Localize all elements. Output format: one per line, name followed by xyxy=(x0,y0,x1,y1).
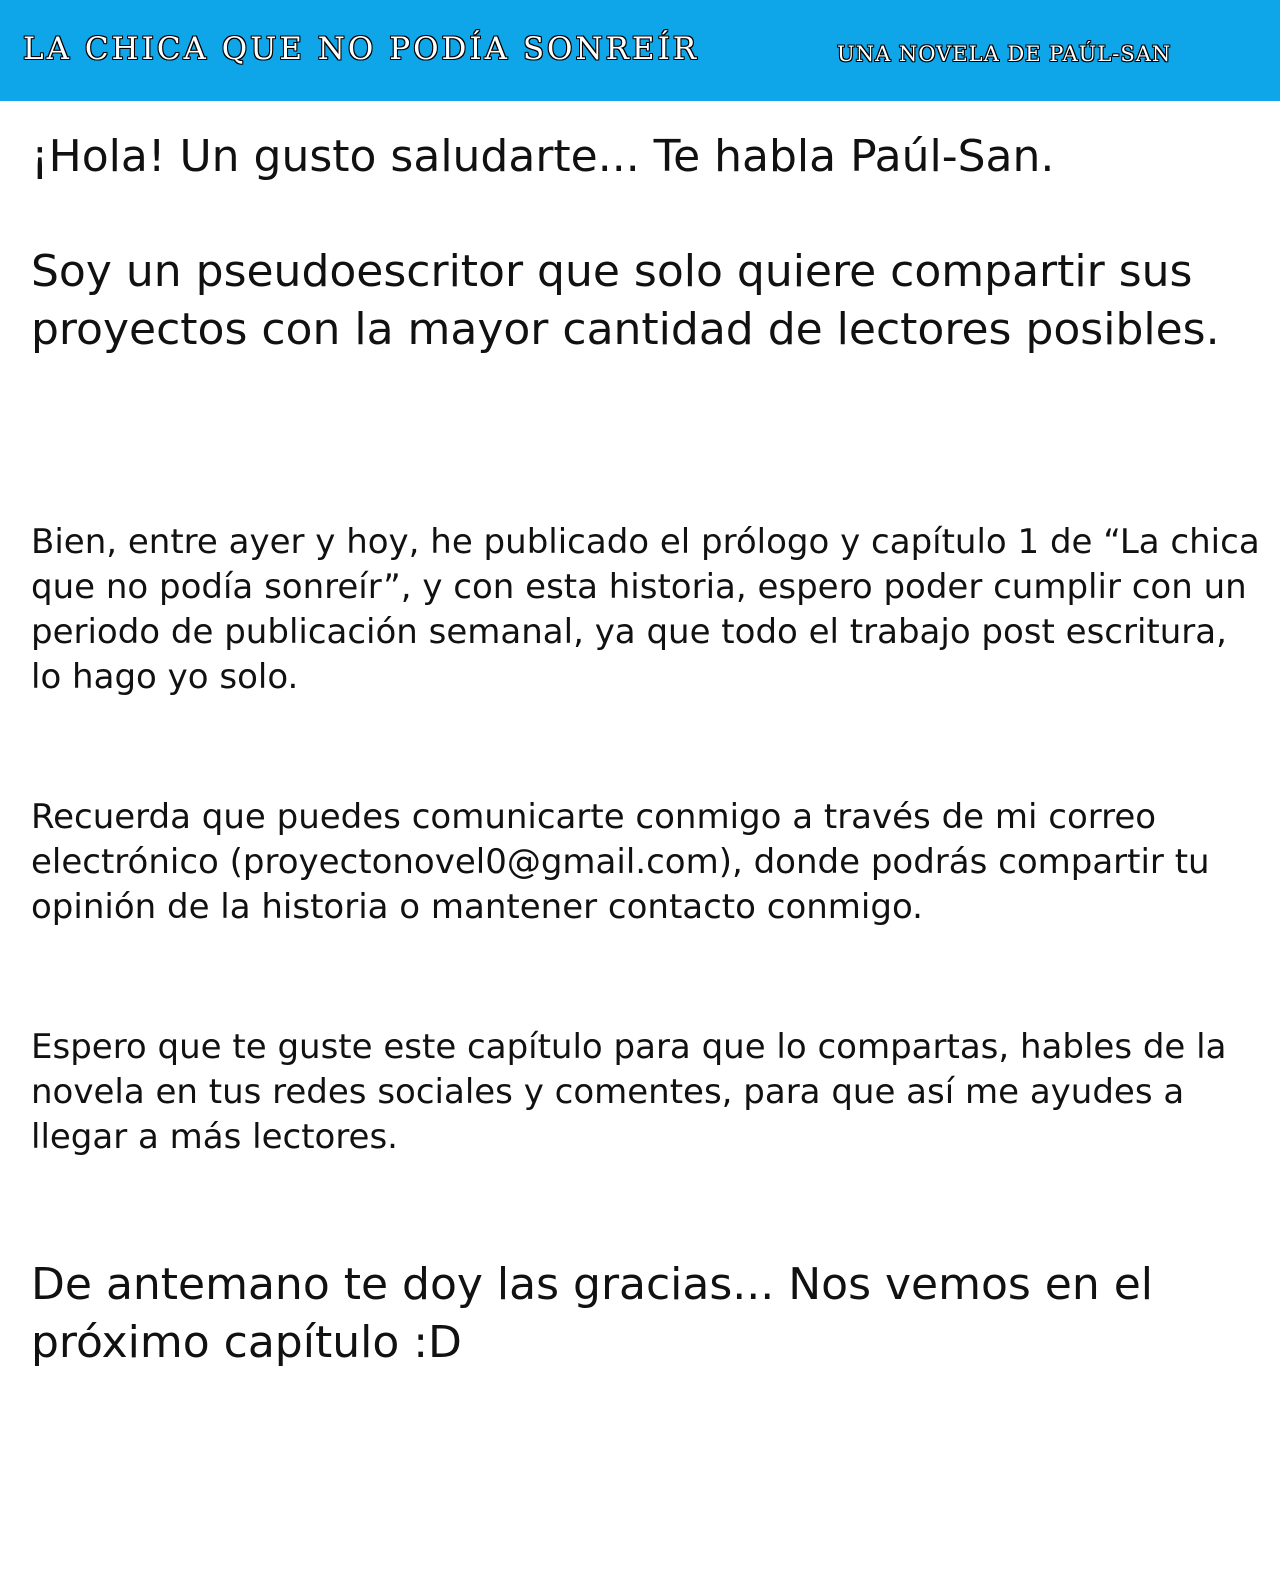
contact-paragraph: Recuerda que puedes comunicarte conmigo a través de mi correo electrónico (proyectonovel0@gmail.com), donde podrás compartir tu opinión de la historia o mantener contacto conmigo. xyxy=(31,797,1210,927)
share-paragraph: Espero que te guste este capítulo para que lo compartas, hables de la novela en tus redes sociales y comentes, para que así me ayudes a llegar a más lectores. xyxy=(31,1027,1227,1157)
book-author-line: UNA NOVELA DE PAÚL-SAN xyxy=(837,42,1172,66)
closing-text: De antemano te doy las gracias... Nos vemos en el próximo capítulo :D xyxy=(31,1259,1154,1368)
publication-paragraph: Bien, entre ayer y hoy, he publicado el prólogo y capítulo 1 de “La chica que no podía sonreír”, y con esta historia, espero poder cumplir con un periodo de publicación semanal, ya que todo el trabajo post escritura, lo hago yo solo. xyxy=(31,522,1260,697)
greeting-text: ¡Hola! Un gusto saludarte... Te habla Paúl-San. xyxy=(31,131,1055,182)
intro-text: Soy un pseudoescritor que solo quiere compartir sus proyectos con la mayor cantidad de lectores posibles. xyxy=(31,246,1220,355)
header-banner xyxy=(0,0,1280,101)
book-title: LA CHICA QUE NO PODÍA SONREÍR xyxy=(23,31,700,67)
